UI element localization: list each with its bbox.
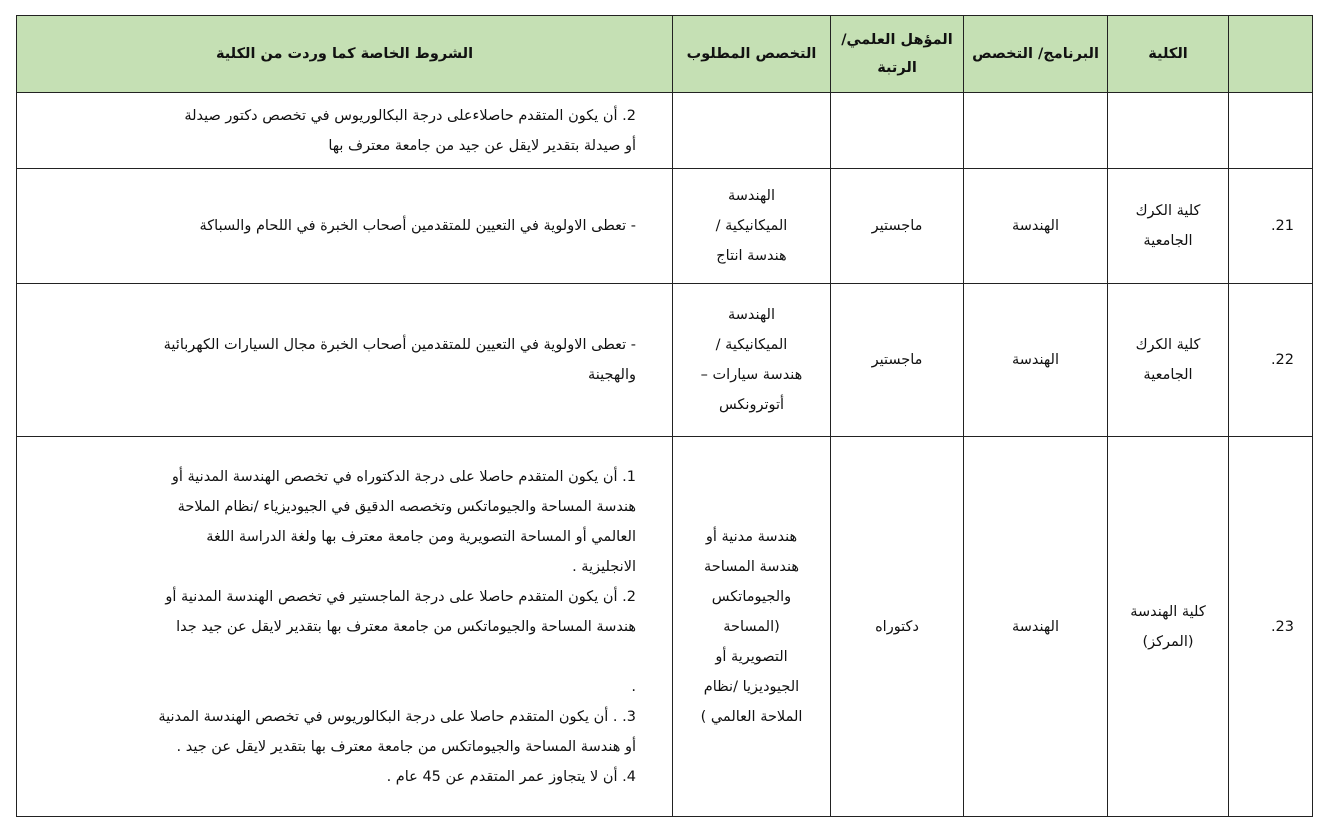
cell-college <box>1108 169 1229 284</box>
header-program: البرنامج/ التخصص <box>964 16 1108 93</box>
cell-line: 1. أن يكون المتقدم حاصلا على درجة الدكتوراه في تخصص الهندسة المدنية أو <box>171 468 636 485</box>
cell-line: الهندسة <box>727 188 776 204</box>
cell-num: 22. <box>1229 284 1313 437</box>
cell-line: أتوترونكس <box>718 397 785 413</box>
cell-line: هندسة المساحة والجيوماتكس من جامعة معترف بها بتقدير لايقل عن جيد جدا <box>176 618 636 635</box>
cell-line: هندسة سيارات – <box>700 367 803 383</box>
header-qualification: المؤهل العلمي/الرتبة <box>831 16 964 93</box>
cell-line: والجيوماتكس <box>711 588 792 605</box>
cell-line: العالمي أو المساحة التصويرية ومن جامعة معترف بها ولغة الدراسة اللغة <box>206 528 636 545</box>
cell-college <box>1108 437 1229 817</box>
cell-college <box>1108 93 1229 169</box>
cell-line: كلية الكرك <box>1135 203 1201 219</box>
cell-num: 21. <box>1229 169 1313 284</box>
cell-specialty <box>673 169 831 284</box>
cell-line: 4. أن لا يتجاوز عمر المتقدم عن 45 عام . <box>386 768 636 785</box>
cell-line: والهجينة <box>587 367 636 383</box>
cell-line: الجامعية <box>1143 367 1193 383</box>
cell-line: كلية الكرك <box>1135 337 1201 353</box>
cell-line: أو صيدلة بتقدير لايقل عن جيد من جامعة معترف بها <box>328 137 636 154</box>
cell-line: - تعطى الاولوية في التعيين للمتقدمين أصحاب الخبرة مجال السيارات الكهربائية <box>163 337 636 353</box>
cell-num <box>1229 93 1313 169</box>
cell-conditions <box>17 437 673 817</box>
cell-line: . <box>631 678 636 695</box>
cell-qualification: ماجستير <box>831 284 964 437</box>
cell-line: هندسة مدنية أو <box>705 528 798 545</box>
table-row <box>17 169 1313 284</box>
header-specialty: التخصص المطلوب <box>673 16 831 93</box>
cell-line: 2. أن يكون المتقدم حاصلا على درجة الماجستير في تخصص الهندسة المدنية أو <box>165 588 636 605</box>
header-row <box>17 16 1313 93</box>
cell-line: هندسة المساحة <box>703 558 800 575</box>
cell-line: (المركز) <box>1142 633 1194 650</box>
cell-line: الانجليزية . <box>572 558 636 575</box>
cell-specialty <box>673 437 831 817</box>
cell-num: 23. <box>1229 437 1313 817</box>
cell-program: الهندسة <box>964 437 1108 817</box>
table-row <box>17 93 1313 169</box>
cell-line: كلية الهندسة <box>1130 603 1206 620</box>
cell-line: التصويرية أو <box>715 648 788 665</box>
cell-specialty <box>673 284 831 437</box>
cell-line: الميكانيكية / <box>715 218 788 234</box>
cell-qualification <box>831 93 964 169</box>
cell-program: الهندسة <box>964 169 1108 284</box>
cell-conditions <box>17 284 673 437</box>
cell-line: الملاحة العالمي ) <box>700 708 803 725</box>
cell-line: (المساحة <box>723 618 780 635</box>
cell-program <box>964 93 1108 169</box>
cell-qualification: ماجستير <box>831 169 964 284</box>
cell-line: 2. أن يكون المتقدم حاصلاءعلى درجة البكالوريوس في تخصص دكتور صيدلة <box>184 107 636 124</box>
cell-conditions <box>17 169 673 284</box>
cell-line: هندسة المساحة والجيوماتكس وتخصصه الدقيق في الجيوديزياء /نظام الملاحة <box>177 498 636 515</box>
table-row <box>17 437 1313 817</box>
cell-program: الهندسة <box>964 284 1108 437</box>
cell-line: الجيوديزيا /نظام <box>703 678 800 695</box>
cell-line: هندسة انتاج <box>716 248 787 264</box>
header-college: الكلية <box>1108 16 1229 93</box>
cell-line: الميكانيكية / <box>715 337 788 353</box>
cell-line: الهندسة <box>727 307 776 323</box>
cell-conditions <box>17 93 673 169</box>
cell-line: أو هندسة المساحة والجيوماتكس من جامعة معترف بها بتقدير لايقل عن جيد . <box>176 738 636 755</box>
cell-line: الجامعية <box>1143 233 1193 249</box>
table-row <box>17 284 1313 437</box>
header-number <box>1229 16 1313 93</box>
vacancies-table <box>16 15 1313 817</box>
cell-college <box>1108 284 1229 437</box>
cell-line: 3. . أن يكون المتقدم حاصلا على درجة البكالوريوس في تخصص الهندسة المدنية <box>158 708 636 725</box>
cell-qualification: دكتوراه <box>831 437 964 817</box>
cell-line <box>25 642 636 672</box>
header-conditions: الشروط الخاصة كما وردت من الكلية <box>17 16 673 93</box>
cell-specialty <box>673 93 831 169</box>
cell-line: - تعطى الاولوية في التعيين للمتقدمين أصحاب الخبرة في اللحام والسباكة <box>199 218 636 234</box>
